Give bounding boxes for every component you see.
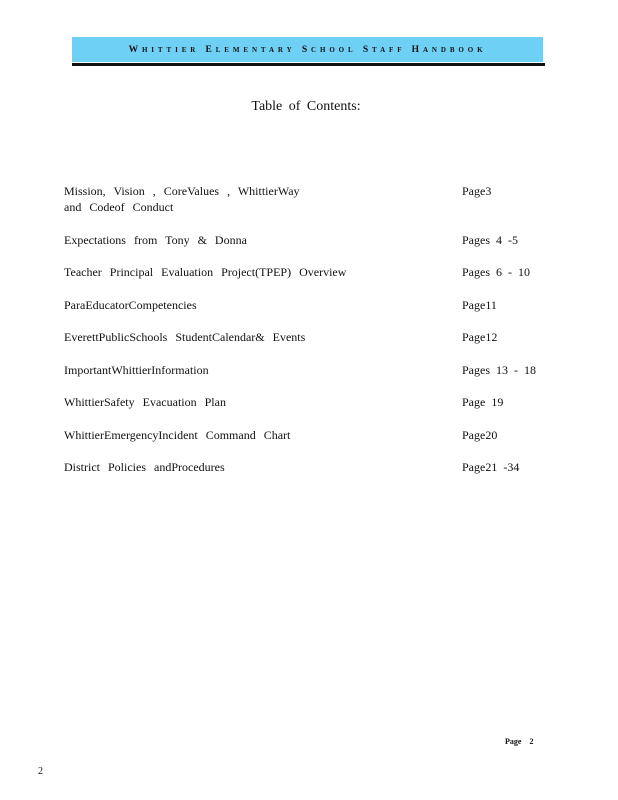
- toc-entry: [64, 427, 564, 443]
- header-banner: [72, 37, 543, 62]
- toc-entry: [64, 264, 564, 280]
- toc-entry-page: Page11: [462, 297, 497, 312]
- toc-entry-text: [64, 297, 462, 313]
- toc-entry-page: Page 19: [462, 395, 504, 409]
- toc-entry-page: Pages 6 - 10: [462, 265, 530, 279]
- toc-entry: [64, 329, 564, 345]
- handbook-title: Whittier Elementary School Staff Handbook: [128, 44, 487, 55]
- toc-entry: [64, 232, 564, 248]
- toc-list: [64, 183, 564, 492]
- toc-entry-line: District Policies andProcedures: [64, 460, 225, 474]
- toc-entry-text: [64, 459, 462, 475]
- toc-entry-text: [64, 183, 462, 215]
- toc-entry-page: Page20: [462, 427, 498, 442]
- toc-entry-page: Pages 4 -5: [462, 232, 518, 247]
- toc-entry-line: Expectations from Tony & Donna: [64, 232, 247, 247]
- toc-entry: [64, 362, 564, 378]
- toc-entry-line: Teacher Principal Evaluation Project(TPEP) Overview: [64, 265, 347, 279]
- toc-entry-page: Page12: [462, 330, 498, 344]
- toc-entry-text: [64, 362, 462, 378]
- toc-entry-line: ParaEducatorCompetencies: [64, 297, 197, 312]
- toc-entry-page: Page21 -34: [462, 460, 520, 474]
- toc-entry-line: ImportantWhittierInformation: [64, 362, 209, 377]
- toc-entry: [64, 297, 564, 313]
- toc-entry-text: [64, 329, 462, 345]
- toc-entry: [64, 394, 564, 410]
- toc-entry-page: Pages 13 - 18: [462, 362, 536, 377]
- toc-entry-text: [64, 394, 462, 410]
- toc-entry-line: WhittierEmergencyIncident Command Chart: [64, 427, 291, 442]
- toc-entry-line: WhittierSafety Evacuation Plan: [64, 395, 226, 409]
- toc-entry-line: and Codeof Conduct: [64, 200, 174, 214]
- toc-entry: [64, 459, 564, 475]
- toc-entry-line: Mission, Vision , CoreValues , WhittierWay: [64, 184, 300, 198]
- toc-title: Table of Contents:: [251, 99, 361, 114]
- toc-entry-text: [64, 232, 462, 248]
- toc-entry-text: [64, 264, 462, 280]
- toc-entry-line: EverettPublicSchools StudentCalendar& Events: [64, 330, 306, 344]
- corner-page-number: 2: [38, 766, 43, 777]
- toc-entry-page: Page3: [462, 184, 492, 198]
- toc-entry: [64, 183, 564, 215]
- toc-entry-text: [64, 427, 462, 443]
- footer-page-label: Page 2: [505, 737, 534, 746]
- header-rule: [72, 63, 545, 66]
